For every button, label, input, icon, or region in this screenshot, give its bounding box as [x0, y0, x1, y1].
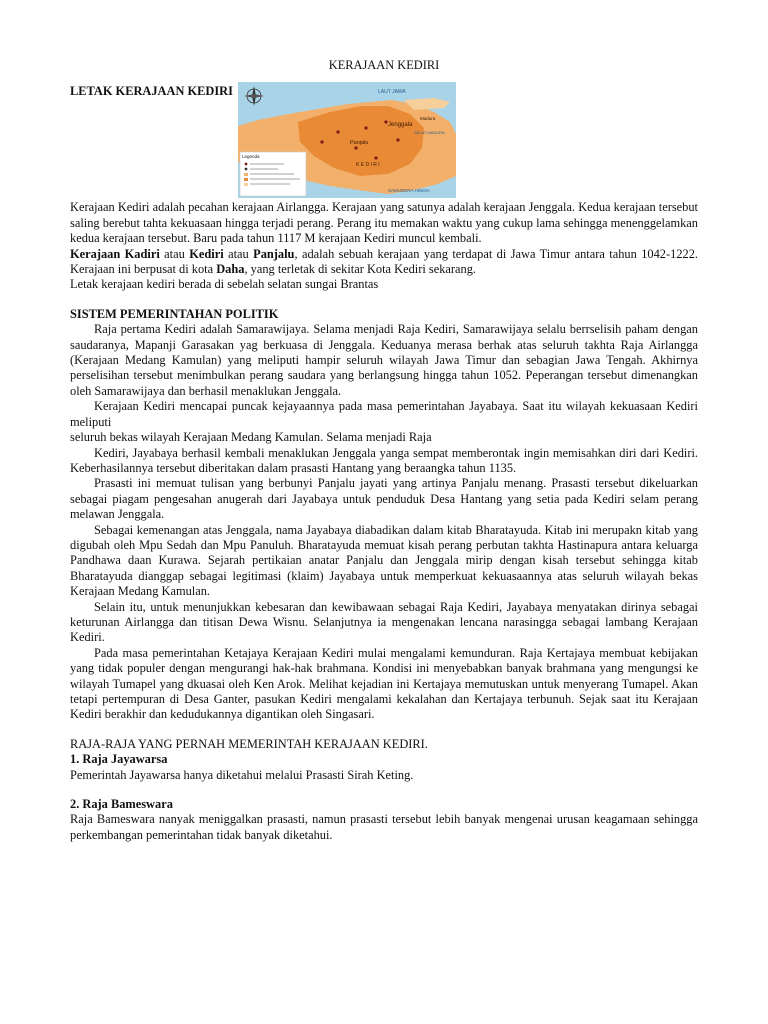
kediri-map	[238, 82, 456, 198]
letak-header-row	[70, 82, 698, 200]
legend-swatch	[244, 173, 248, 176]
spacer	[70, 783, 698, 797]
legend-swatch	[244, 183, 248, 186]
sistem-paragraph-5: Sebagai kemenangan atas Jenggala, nama Jayabaya diabadikan dalam kitab Bharatayuda. Kitab ini merupakn kitab yang digubah oleh Mpu Sedah dan Mpu Panuluh. Bharatayuda memuat kisah perang perbutan takhta Hastinapura antara keluarga Pandhawa daan Kurawa. Sejarah pertikaian anatar Panjalu dan Jenggala mirip dengan kisah tersebut sehingga kitab Bharatayuda dianggap sebagai legitimasi (klaim) Jayabaya untuk memperkuat kekuasaannya atas seluruh wilayah bekas Kerajaan Medang Kamulan.	[70, 522, 698, 599]
map-graphic	[238, 82, 456, 198]
spacer	[70, 723, 698, 737]
bold-term: Daha	[216, 262, 245, 277]
sistem-paragraph-2a: Kerajaan Kediri mencapai puncak kejayaannya pada masa pemerintahan Jayabaya. Saat itu wilayah kekuasaan Kediri meliputi	[70, 399, 698, 429]
map-label: SAMUDERA HINDIA	[387, 188, 430, 194]
city-marker	[374, 157, 377, 160]
sistem-paragraph-2b: seluruh bekas wilayah Kerajaan Medang Kamulan. Selama menjadi Raja	[70, 430, 432, 445]
raja-item-title: 2. Raja Bameswara	[70, 797, 173, 812]
map-label: SELAT MADURA	[413, 130, 445, 136]
raja-item-text: Raja Bameswara nanyak meniggalkan prasasti, namun prasasti tersebut lebih banyak mengenai urusan keagamaan sehingga perkembangan pemerintahan tidak banyak diketahui.	[70, 812, 698, 842]
text-run: , yang terletak di sekitar Kota Kediri sekarang.	[244, 262, 477, 277]
spacer	[70, 293, 698, 307]
city-marker	[396, 139, 399, 142]
city-marker	[320, 141, 323, 144]
sistem-paragraph-3: Kediri, Jayabaya berhasil kembali menaklukan Jenggala yanga sempat memberontak ingin memisahkan diri dari Kediri. Keberhasilannya tersebut diberitakan dalam prasasti Hantang yang beraangka tahun 1135.	[70, 445, 698, 475]
section-heading-letak: LETAK KERAJAAN KEDIRI	[70, 84, 233, 99]
legend-marker	[245, 168, 248, 171]
legend-swatch	[244, 178, 248, 181]
document-page	[70, 58, 698, 843]
city-marker	[364, 127, 367, 130]
section-heading-raja: RAJA-RAJA YANG PERNAH MEMERINTAH KERAJAAN KEDIRI.	[70, 736, 428, 751]
text-run: atau	[159, 246, 190, 261]
map-legend-title: Legenda	[241, 154, 260, 160]
legend-marker	[245, 163, 248, 166]
letak-paragraph-3: Letak kerajaan kediri berada di sebelah selatan sungai Brantas	[70, 277, 379, 292]
bold-term: Panjalu	[253, 246, 295, 261]
raja-item-title: 1. Raja Jayawarsa	[70, 752, 168, 767]
letak-paragraph-2	[70, 247, 698, 278]
sistem-paragraph-1: Raja pertama Kediri adalah Samarawijaya. Selama menjadi Raja Kediri, Samarawijaya selalu berrselisih paham dengan saudaranya, Mapanji Garasakan yag berkuasa di Jenggala. Keduanya merasa berhak atas seluruh takhta Raja Airlangga (Kerajaan Medang Kamulan) yang meliputi hampir seluruh wilayah Jawa Timur dan sebagian Jawa Tengah. Akhirnya perselisihan tersebut menimbulkan perang saudara yang berlangsung hingga tahun 1052. Peperangan tersebut dimenangkan oleh Samarawijaya dan berhasil menaklukan Jenggala.	[70, 322, 698, 398]
map-label: K E D I R I	[355, 162, 380, 169]
sistem-paragraph-4: Prasasti ini memuat tulisan yang berbunyi Panjalu jayati yang artinya Panjalu menang. Prasasti tersebut dikeluarkan sebagai piagam pengesahan anugerah dari Jayabaya untuk penduduk Desa Hantang yang setia pada Kediri selam perang melawan Jenggala.	[70, 476, 698, 522]
sistem-paragraph-6: Selain itu, untuk menunjukkan kebesaran dan kewibawaan sebagai Raja Kediri, Jayabaya menyatakan dirinya sebagai keturunan Airlangga dan titisan Dewa Wisnu. Selanjutnya ia mengenakan lencana narasingga sebagai lambang Kerajaan Kediri.	[70, 599, 698, 645]
bold-term: Kediri	[189, 246, 224, 261]
letak-paragraph-1: Kerajaan Kediri adalah pecahan kerajaan Airlangga. Kerajaan yang satunya adalah kerajaan Jenggala. Kedua kerajaan tersebut saling berebut tahta kekuasaan hingga terjadi perang. Perang itu memakan waktu yang cukup lama sehingga menenggelamkan kedua kerajaan tersebut. Baru pada tahun 1117 M kerajaan Kediri muncul kembali.	[70, 200, 698, 246]
map-label: Madura	[419, 116, 436, 122]
map-label: Jenggala	[387, 122, 413, 129]
map-label: Panjalu	[349, 140, 369, 147]
city-marker	[354, 147, 357, 150]
bold-term: Kerajaan Kadiri	[70, 246, 160, 261]
text-run: atau	[223, 246, 254, 261]
raja-item-text: Pemerintah Jayawarsa hanya diketahui melalui Prasasti Sirah Keting.	[70, 767, 414, 782]
text-run: , adalah sebuah kerajaan yang terdapat di Jawa Timur antara tahun 1042-1222. Kerajaan ini berpusat di kota	[70, 246, 699, 277]
document-title: KERAJAAN KEDIRI	[328, 58, 440, 72]
sistem-paragraph-7: Pada masa pemerintahan Ketajaya Kerajaan Kediri mulai mengalami kemunduran. Raja Kertajaya membuat kebijakan yang tidak populer dengan mengurangi hak-hak brahmana. Kondisi ini menyebabkan banyak brahmana yang mengungsi ke wilayah Tumapel yang dkuasai oleh Ken Arok. Melihat kejadian ini Kertajaya memutuskan untuk menyerang Tumapel. Akan tetapi pertempuran di Desa Ganter, pasukan Kediri mengalami kekalahan dan Kertajaya terbunuh. Sejak saat itu Kerajaan Kediri berakhir dan kedudukannya digantikan oleh Singasari.	[70, 645, 698, 722]
city-marker	[336, 131, 339, 134]
map-label: LAUT JAWA	[377, 89, 406, 96]
section-heading-sistem: SISTEM PEMERINTAHAN POLITIK	[70, 306, 279, 321]
